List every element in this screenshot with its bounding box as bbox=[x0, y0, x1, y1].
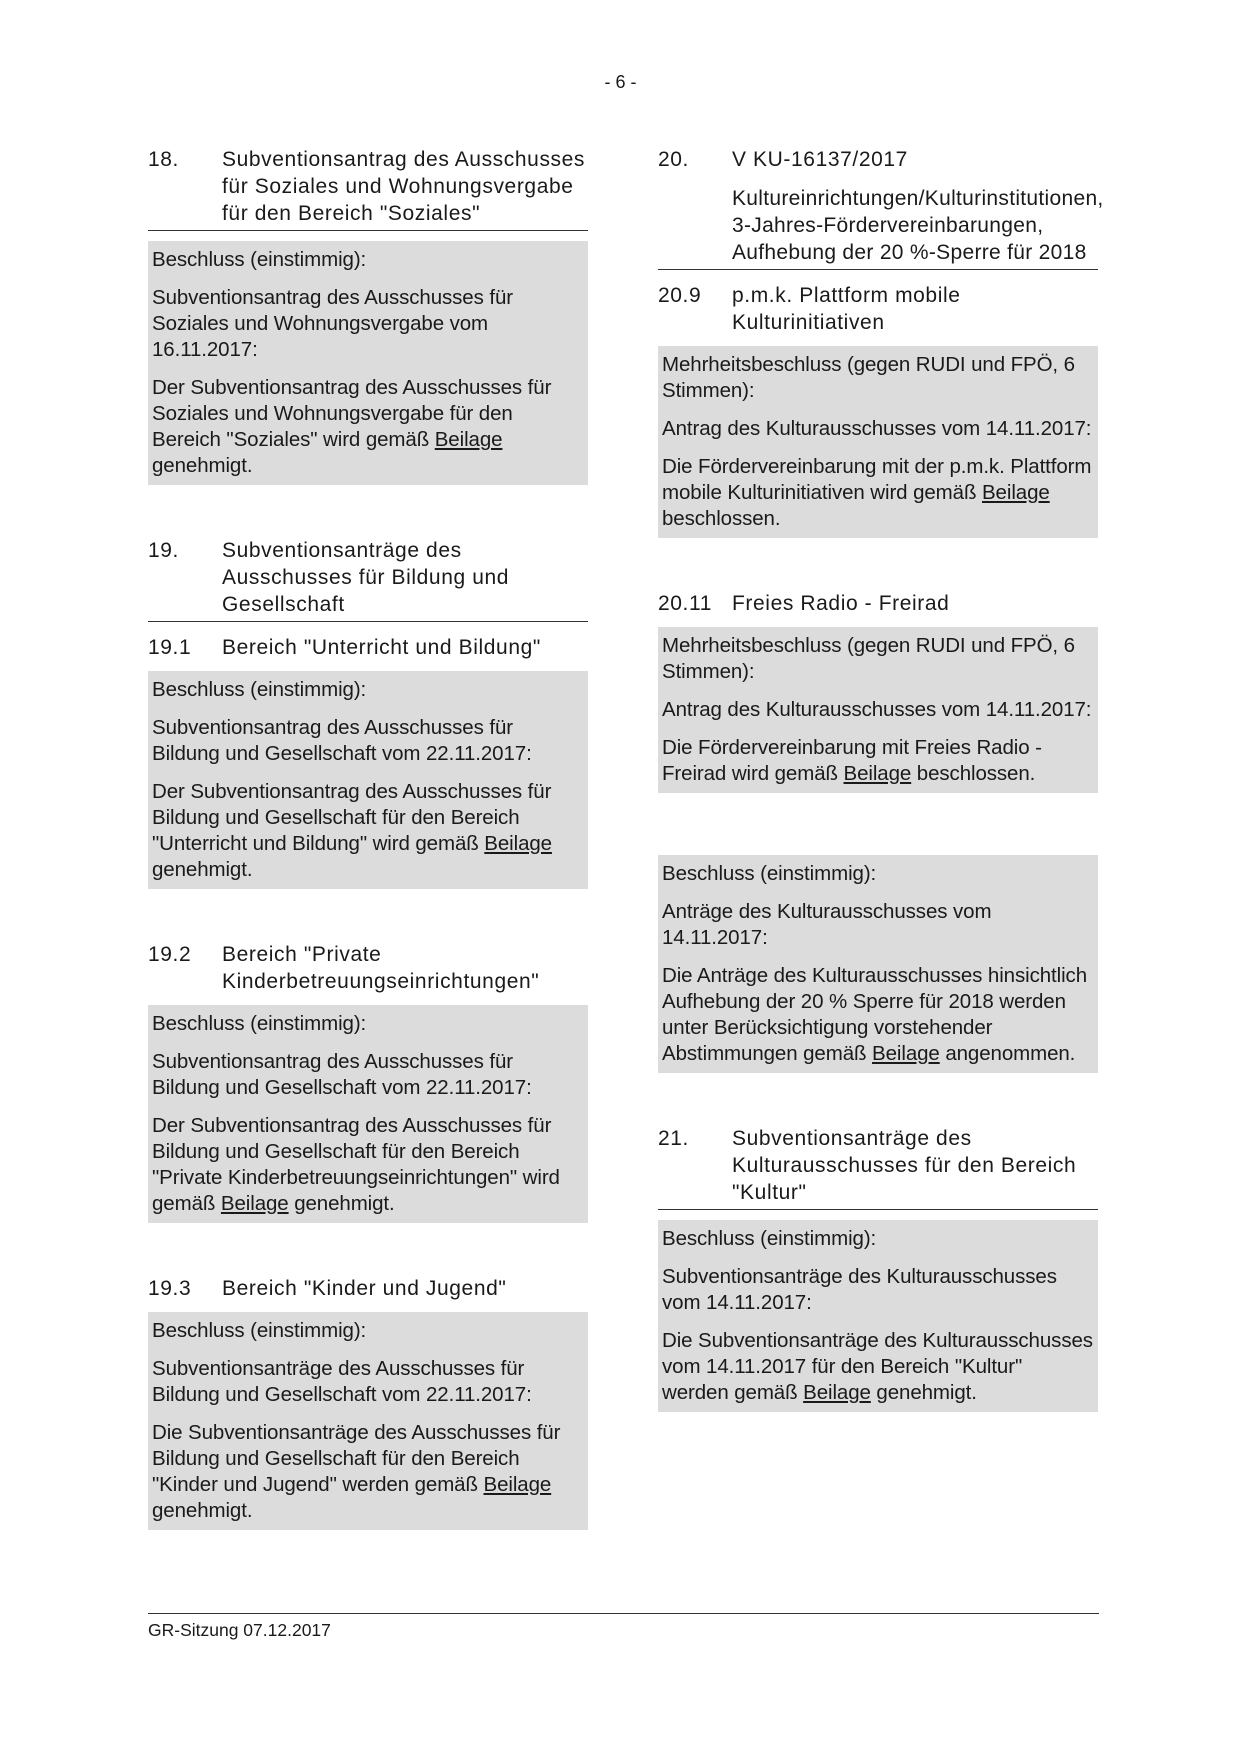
section-20-overall-decision-box bbox=[658, 855, 1098, 1073]
beilage-link[interactable]: Beilage bbox=[220, 1192, 289, 1215]
section-18-decision-box bbox=[148, 241, 588, 485]
decision-label: Beschluss (einstimmig): bbox=[152, 1012, 367, 1035]
section-18-heading bbox=[148, 146, 588, 231]
section-title: Subventionsanträge des Kulturausschusses für den Bereich "Kultur" bbox=[732, 1127, 1077, 1204]
section-title: Subventionsantrag des Ausschusses für Soziales und Wohnungsvergabe für den Bereich "Soziales" bbox=[222, 148, 586, 225]
beilage-link[interactable]: Beilage bbox=[483, 1473, 552, 1496]
section-title: p.m.k. Plattform mobile Kulturinitiativen bbox=[732, 284, 961, 334]
section-19-2-decision-box bbox=[148, 1005, 588, 1223]
beilage-link[interactable]: Beilage bbox=[434, 428, 503, 451]
motion-label: Antrag des Kulturausschusses vom 14.11.2017: bbox=[662, 698, 1092, 721]
beilage-link[interactable]: Beilage bbox=[803, 1381, 871, 1404]
section-title: Bereich "Private Kinderbetreuungseinrichtungen" bbox=[222, 943, 540, 993]
decision-text: Die Anträge des Kulturausschusses hinsichtlich Aufhebung der 20 % Sperre für 2018 werden unter Berücksichtigung vorstehender Abstimmungen gemäß Beilage angenommen. bbox=[662, 964, 1087, 1065]
decision-label: Beschluss (einstimmig): bbox=[152, 678, 367, 701]
section-number: 19.3 bbox=[148, 1277, 192, 1300]
section-19-1-heading bbox=[148, 634, 588, 661]
section-19-heading bbox=[148, 537, 588, 622]
section-title: Bereich "Unterricht und Bildung" bbox=[222, 636, 541, 659]
section-19-2-heading bbox=[148, 941, 588, 995]
beilage-link[interactable]: Beilage bbox=[872, 1042, 940, 1065]
left-column bbox=[148, 146, 588, 1530]
section-19-3-decision-box bbox=[148, 1312, 588, 1530]
section-19-3-heading bbox=[148, 1275, 588, 1302]
beilage-link[interactable]: Beilage bbox=[843, 762, 912, 785]
motion-label: Anträge des Kulturausschusses vom 14.11.2017: bbox=[662, 900, 992, 949]
section-number: 18. bbox=[148, 148, 179, 171]
section-number: 21. bbox=[658, 1127, 689, 1150]
decision-label: Beschluss (einstimmig): bbox=[152, 248, 367, 271]
decision-text: Die Subventionsanträge des Kulturausschusses vom 14.11.2017 für den Bereich "Kultur" werden gemäß Beilage genehmigt. bbox=[662, 1329, 1093, 1404]
decision-text: Der Subventionsantrag des Ausschusses für Bildung und Gesellschaft für den Bereich "Unterricht und Bildung" wird gemäß Beilage genehmigt. bbox=[152, 780, 552, 881]
beilage-link[interactable]: Beilage bbox=[981, 481, 1050, 504]
motion-label: Antrag des Kulturausschusses vom 14.11.2017: bbox=[662, 417, 1092, 440]
section-20-heading bbox=[658, 146, 1104, 270]
section-title: Freies Radio - Freirad bbox=[732, 592, 950, 615]
section-number: 19. bbox=[148, 539, 179, 562]
decision-text: Der Subventionsantrag des Ausschusses für Bildung und Gesellschaft für den Bereich "Private Kinderbetreuungseinrichtungen" wird gemäß Beilage genehmigt. bbox=[152, 1114, 560, 1215]
decision-label: Mehrheitsbeschluss (gegen RUDI und FPÖ, 6 Stimmen): bbox=[662, 634, 1075, 683]
section-21-heading bbox=[658, 1125, 1098, 1210]
decision-label: Beschluss (einstimmig): bbox=[662, 862, 877, 885]
decision-label: Mehrheitsbeschluss (gegen RUDI und FPÖ, 6 Stimmen): bbox=[662, 353, 1075, 402]
page-number: - 6 - bbox=[604, 72, 637, 92]
beilage-link[interactable]: Beilage bbox=[484, 832, 552, 855]
section-subtitle: Kultureinrichtungen/Kulturinstitutionen, 3-Jahres-Fördervereinbarungen, Aufhebung der 20 %-Sperre für 2018 bbox=[732, 187, 1104, 264]
section-21-decision-box bbox=[658, 1220, 1098, 1412]
section-number: 20.9 bbox=[658, 284, 702, 307]
section-19-1-decision-box bbox=[148, 671, 588, 889]
section-title: V KU-16137/2017 bbox=[732, 148, 908, 171]
section-number: 20. bbox=[658, 148, 689, 171]
decision-text: Der Subventionsantrag des Ausschusses für Soziales und Wohnungsvergabe für den Bereich "Soziales" wird gemäß Beilage genehmigt. bbox=[152, 376, 552, 477]
section-title: Bereich "Kinder und Jugend" bbox=[222, 1277, 507, 1300]
section-number: 19.2 bbox=[148, 943, 192, 966]
decision-text: Die Fördervereinbarung mit Freies Radio - Freirad wird gemäß Beilage beschlossen. bbox=[662, 736, 1042, 785]
section-number: 19.1 bbox=[148, 636, 192, 659]
section-20-9-heading bbox=[658, 282, 1098, 336]
motion-label: Subventionsanträge des Kulturausschusses vom 14.11.2017: bbox=[662, 1265, 1057, 1314]
section-number: 20.11 bbox=[658, 592, 712, 615]
section-title: Subventionsanträge des Ausschusses für Bildung und Gesellschaft bbox=[222, 539, 510, 616]
section-20-11-decision-box bbox=[658, 627, 1098, 793]
motion-label: Subventionsantrag des Ausschusses für Bildung und Gesellschaft vom 22.11.2017: bbox=[152, 1050, 532, 1099]
section-20-9-decision-box bbox=[658, 346, 1098, 538]
section-20-11-heading bbox=[658, 590, 1098, 617]
footer: GR-Sitzung 07.12.2017 bbox=[148, 1613, 1099, 1641]
decision-text: Die Subventionsanträge des Ausschusses für Bildung und Gesellschaft für den Bereich "Kinder und Jugend" werden gemäß Beilage genehmigt. bbox=[152, 1421, 561, 1522]
motion-label: Subventionsantrag des Ausschusses für Soziales und Wohnungsvergabe vom 16.11.2017: bbox=[152, 286, 513, 361]
decision-label: Beschluss (einstimmig): bbox=[662, 1227, 877, 1250]
right-column bbox=[658, 146, 1104, 1412]
decision-text: Die Fördervereinbarung mit der p.m.k. Plattform mobile Kulturinitiativen wird gemäß Beilage beschlossen. bbox=[662, 455, 1092, 530]
decision-label: Beschluss (einstimmig): bbox=[152, 1319, 367, 1342]
motion-label: Subventionsantrag des Ausschusses für Bildung und Gesellschaft vom 22.11.2017: bbox=[152, 716, 532, 765]
motion-label: Subventionsanträge des Ausschusses für Bildung und Gesellschaft vom 22.11.2017: bbox=[152, 1357, 532, 1406]
